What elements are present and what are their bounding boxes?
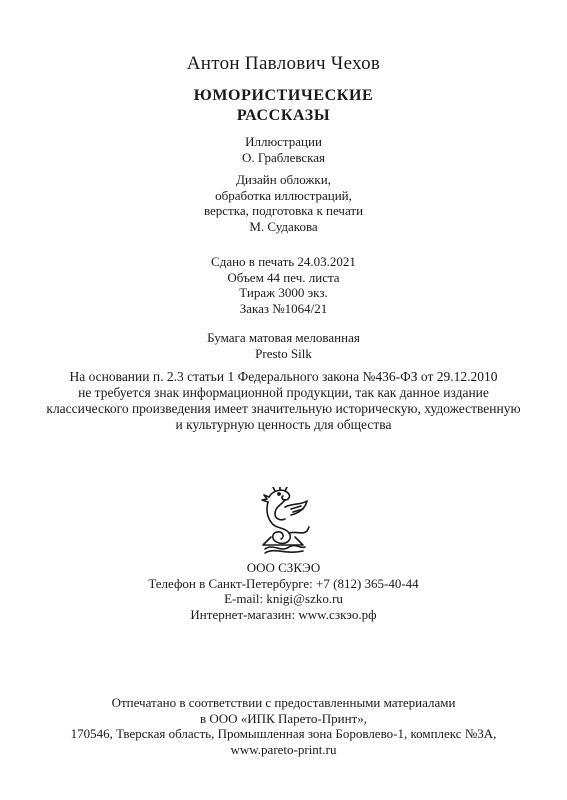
print-info-line: Сдано в печать 24.03.2021 xyxy=(211,254,356,269)
publisher-shop: Интернет-магазин: www.сзкэо.рф xyxy=(190,606,377,622)
law-line: и культурную ценность для общества xyxy=(175,417,392,432)
paper-info xyxy=(0,330,567,361)
paper-line: Бумага матовая мелованная xyxy=(207,330,360,345)
printer-line: в ООО «ИПК Парето-Принт», xyxy=(199,710,367,726)
illustrations-credit xyxy=(0,134,567,165)
printer-url: www.pareto-print.ru xyxy=(230,741,337,757)
designer-name: М. Судакова xyxy=(249,218,318,234)
print-info-line: Тираж 3000 экз. xyxy=(239,285,328,300)
design-line: Дизайн обложки, xyxy=(236,172,331,187)
publisher-email: E-mail: knigi@szko.ru xyxy=(224,591,343,606)
printer-line: 170546, Тверская область, Промышленная зона Боровлево-1, комплекс №3А, xyxy=(70,726,497,741)
publisher-phone: Телефон в Санкт-Петербурге: +7 (812) 365-40-44 xyxy=(148,575,419,591)
design-line: обработка иллюстраций, xyxy=(215,187,352,203)
design-credit xyxy=(0,172,567,234)
law-notice xyxy=(0,369,567,433)
print-info-line: Заказ №1064/21 xyxy=(239,300,328,316)
printer-line: Отпечатано в соответствии с предоставленными материалами xyxy=(111,695,456,710)
book-title xyxy=(0,86,567,126)
book-title-line: РАССКАЗЫ xyxy=(236,107,331,124)
law-line: классического произведения имеет значительную историческую, художественную xyxy=(46,401,521,416)
author-name: Антон Павлович Чехов xyxy=(186,53,381,74)
printer-info xyxy=(0,695,567,757)
illustrations-label: Иллюстрации xyxy=(245,134,322,149)
dragon-emblem-icon xyxy=(255,487,311,555)
law-line: На основании п. 2.3 статьи 1 Федерального закона №436-ФЗ от 29.12.2010 xyxy=(69,369,498,384)
print-info xyxy=(0,254,567,316)
design-line: верстка, подготовка к печати xyxy=(203,203,364,218)
book-title-line: ЮМОРИСТИЧЕСКИЕ xyxy=(193,87,374,104)
publisher-name: ООО СЗКЭО xyxy=(246,560,321,575)
publisher-info xyxy=(0,560,567,622)
paper-line: Presto Silk xyxy=(255,345,312,361)
print-info-line: Объем 44 печ. листа xyxy=(227,269,340,285)
illustrator-name: О. Граблевская xyxy=(241,149,326,165)
law-line: не требуется знак информационной продукции, так как данное издание xyxy=(78,385,489,400)
